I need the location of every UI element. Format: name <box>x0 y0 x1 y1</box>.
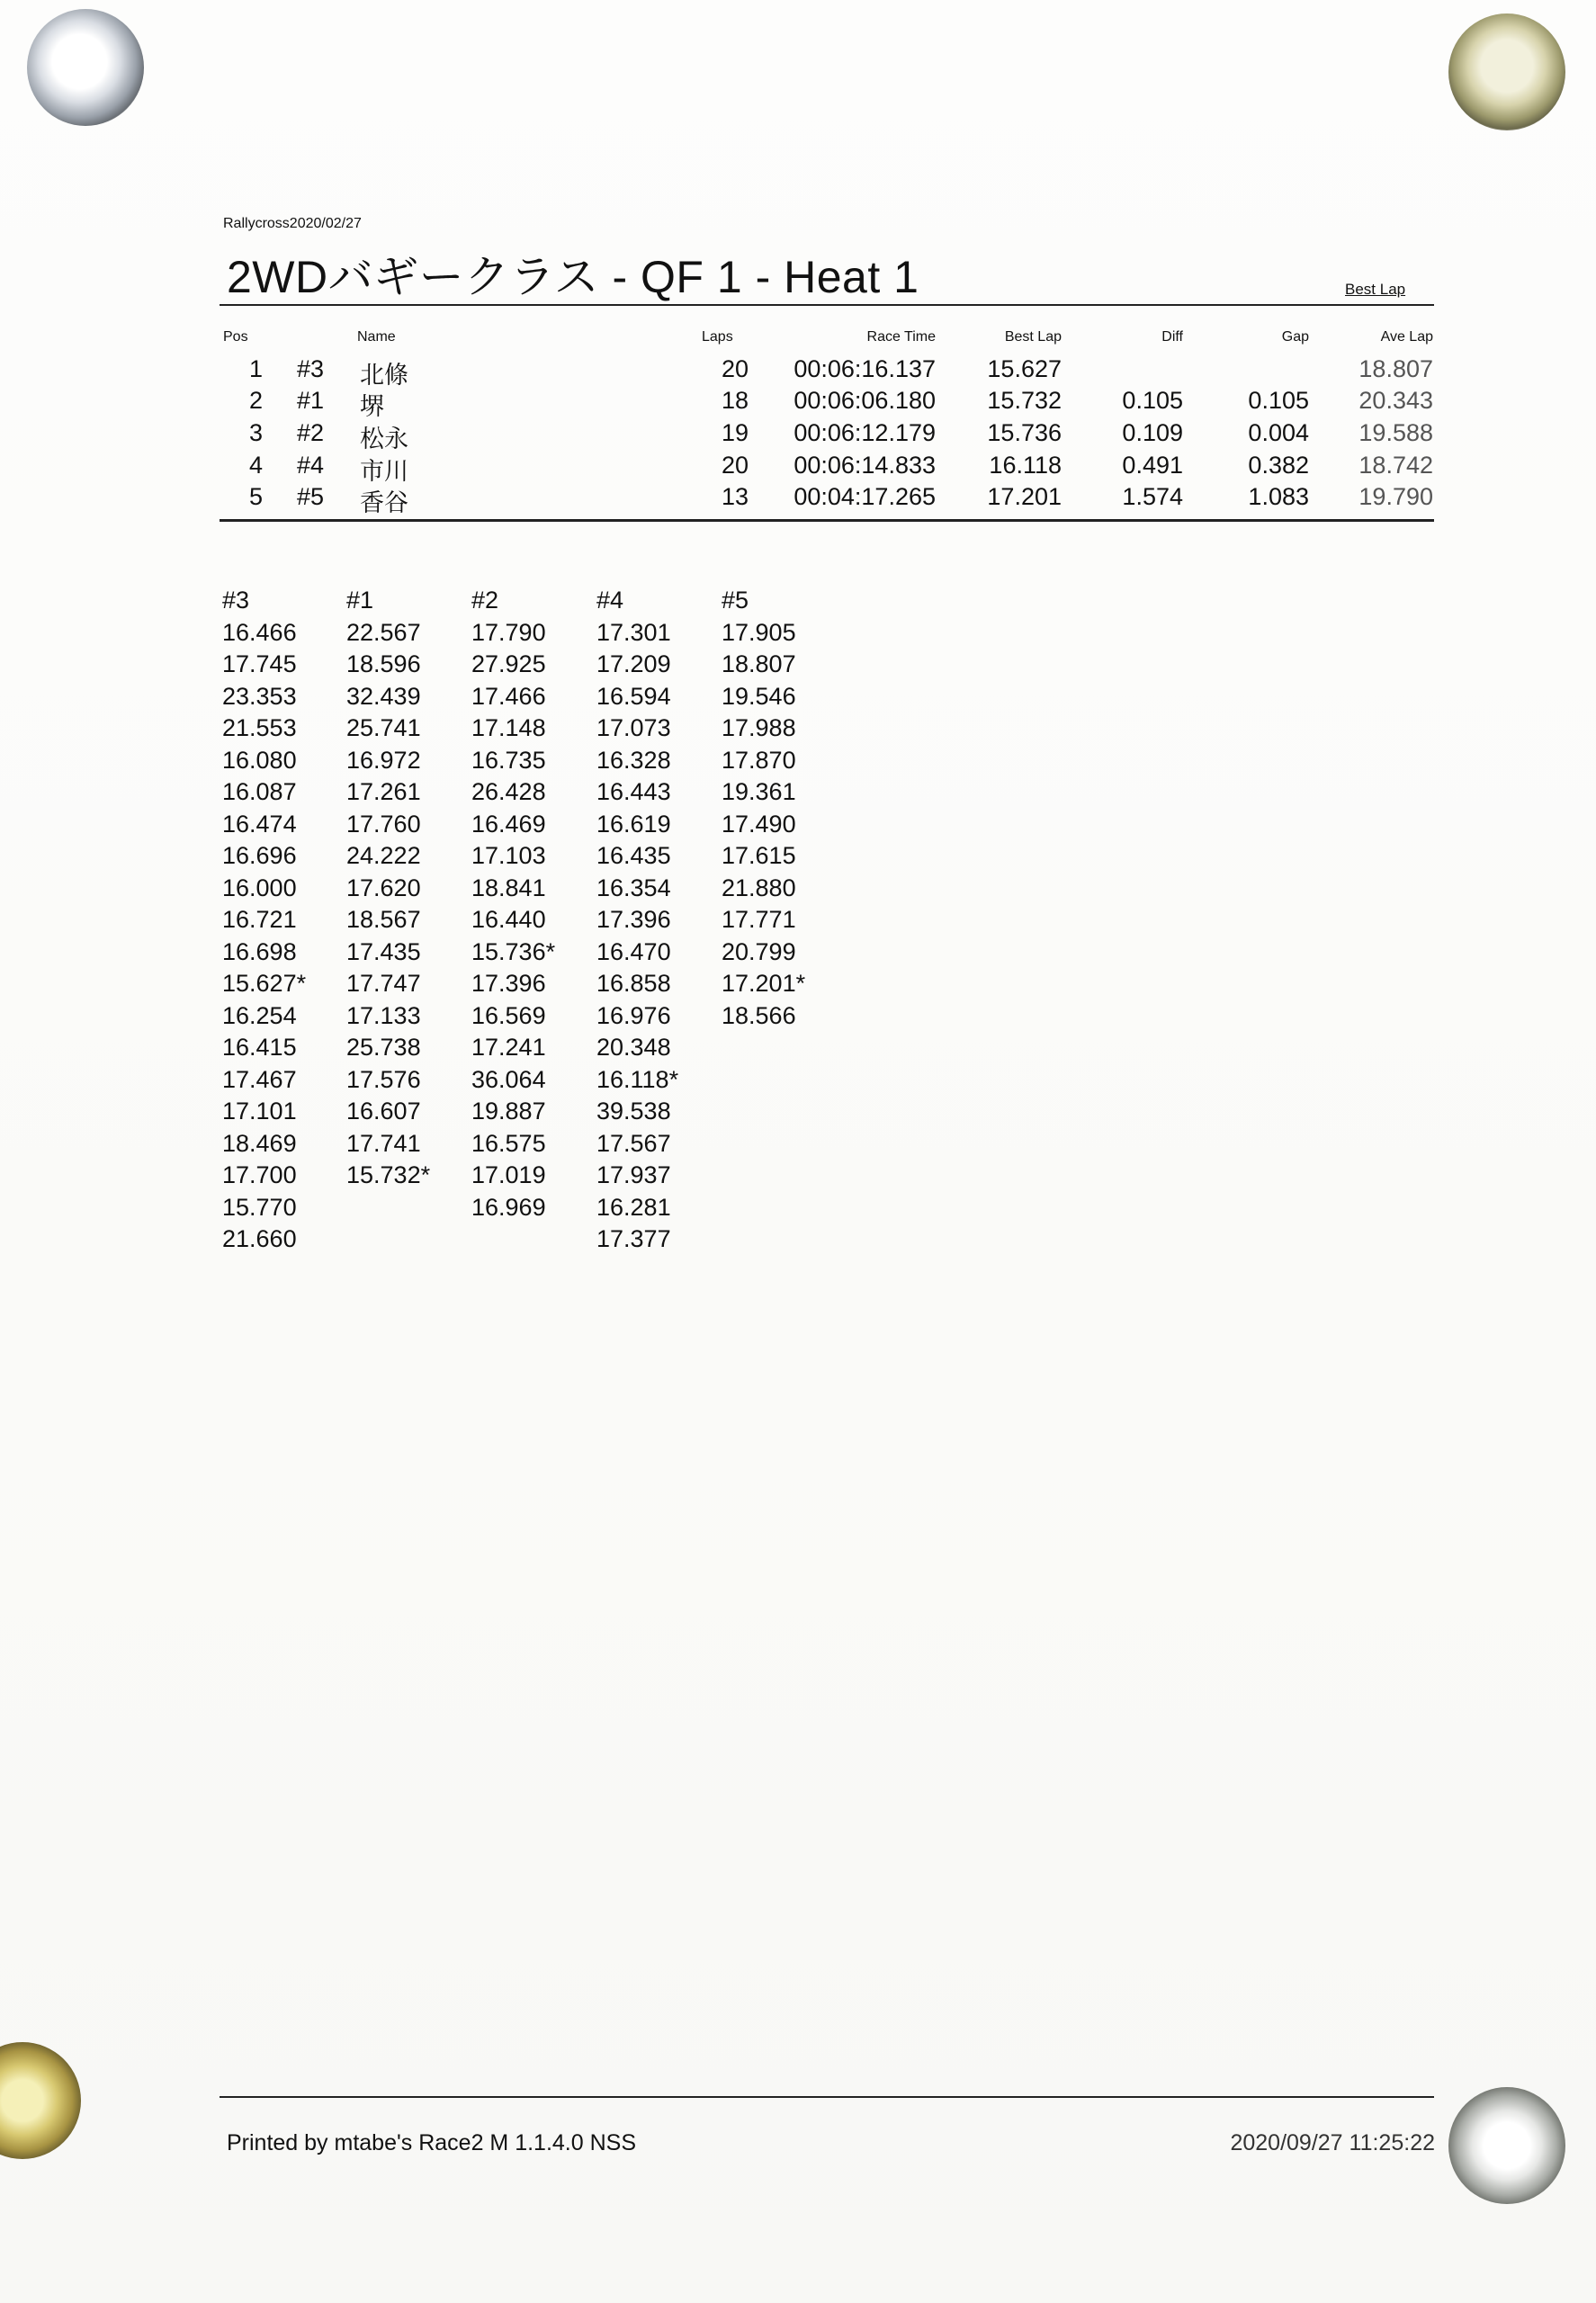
cell-laps: 20 <box>721 355 749 382</box>
cell-driver-name: 市川 <box>360 458 408 485</box>
lap-time: 16.619 <box>596 810 671 838</box>
lap-column-car-3 <box>222 585 306 1256</box>
col-header-best-lap: Best Lap <box>1004 329 1062 345</box>
lap-time: 17.905 <box>722 618 796 646</box>
cell-diff: 0.105 <box>1122 387 1183 414</box>
lap-column-car-5 <box>722 585 805 1032</box>
cell-pos: 5 <box>248 483 263 510</box>
lap-time: 18.807 <box>722 650 796 677</box>
cell-driver-name: 松永 <box>360 426 408 453</box>
col-header-name: Name <box>357 329 396 345</box>
lap-time: 26.428 <box>471 778 546 805</box>
col-header-gap: Gap <box>1281 329 1309 345</box>
cell-race-time: 00:06:14.833 <box>794 452 936 479</box>
lap-time: 16.087 <box>222 778 297 805</box>
lap-time: 16.721 <box>222 906 297 933</box>
lap-time: 18.566 <box>722 1001 796 1029</box>
col-header-laps: Laps <box>702 329 733 345</box>
table-row <box>0 483 1596 514</box>
lap-time: 25.738 <box>346 1034 421 1061</box>
lap-time: 16.575 <box>471 1129 546 1157</box>
divider <box>220 519 1434 522</box>
cell-race-time: 00:04:17.265 <box>794 483 936 510</box>
event-label: Rallycross2020/02/27 <box>223 216 362 231</box>
cell-ave-lap: 19.588 <box>1358 419 1433 446</box>
cell-best-lap: 15.732 <box>987 387 1062 414</box>
lap-column-header: #4 <box>596 587 624 614</box>
lap-time: 18.567 <box>346 906 421 933</box>
lap-time: 17.377 <box>596 1225 671 1252</box>
col-header-pos: Pos <box>223 329 248 345</box>
lap-time: 17.700 <box>222 1161 297 1188</box>
lap-time: 32.439 <box>346 682 421 710</box>
lap-time: 18.469 <box>222 1129 297 1157</box>
cell-driver-name: 堺 <box>360 393 384 420</box>
lap-time: 17.745 <box>222 650 297 677</box>
lap-time: 20.348 <box>596 1034 671 1061</box>
table-row <box>0 452 1596 485</box>
lap-time: 16.969 <box>471 1193 546 1221</box>
lap-time: 16.254 <box>222 1001 297 1029</box>
lap-time: 16.440 <box>471 906 546 933</box>
cell-best-lap: 16.118 <box>989 452 1062 479</box>
lap-time: 39.538 <box>596 1098 671 1125</box>
cell-best-lap: 15.627 <box>987 355 1062 382</box>
lap-time: 17.741 <box>346 1129 421 1157</box>
cell-diff: 0.109 <box>1122 419 1183 446</box>
lap-time: 15.770 <box>222 1193 297 1221</box>
lap-column-header: #3 <box>222 587 250 614</box>
lap-time: 17.870 <box>722 746 796 774</box>
cell-laps: 20 <box>721 452 749 479</box>
lap-time: 21.553 <box>222 714 297 741</box>
lap-time: 17.490 <box>722 810 796 838</box>
lap-time: 17.760 <box>346 810 421 838</box>
cell-driver-name: 北條 <box>360 362 408 389</box>
cell-pos: 3 <box>248 419 263 446</box>
lap-time: 17.747 <box>346 970 421 997</box>
lap-time: 17.790 <box>471 618 546 646</box>
cell-diff: 0.491 <box>1122 452 1183 479</box>
col-header-diff: Diff <box>1161 329 1183 345</box>
cell-gap: 0.004 <box>1248 419 1309 446</box>
lap-time: 17.467 <box>222 1065 297 1093</box>
lap-time: 19.887 <box>471 1098 546 1125</box>
lap-time: 16.118* <box>596 1065 679 1093</box>
cell-laps: 19 <box>721 419 749 446</box>
lap-time: 22.567 <box>346 618 421 646</box>
lap-time: 15.732* <box>346 1161 431 1188</box>
lap-time: 16.469 <box>471 810 546 838</box>
lap-time: 18.596 <box>346 650 421 677</box>
cell-car-number: #3 <box>297 355 325 382</box>
cell-gap: 0.105 <box>1248 387 1309 414</box>
lap-time: 17.466 <box>471 682 546 710</box>
push-pin-icon <box>0 2042 81 2159</box>
lap-time: 16.415 <box>222 1034 297 1061</box>
lap-time: 19.361 <box>722 778 796 805</box>
lap-time: 16.972 <box>346 746 421 774</box>
lap-time: 16.858 <box>596 970 671 997</box>
lap-time: 16.976 <box>596 1001 671 1029</box>
lap-time: 17.567 <box>596 1129 671 1157</box>
table-row <box>0 419 1596 453</box>
cell-laps: 13 <box>721 483 749 510</box>
cell-car-number: #4 <box>297 452 325 479</box>
cell-ave-lap: 18.807 <box>1358 355 1433 382</box>
best-lap-caption: Best Lap <box>1345 281 1406 298</box>
lap-time: 17.201* <box>722 970 806 997</box>
lap-time: 16.281 <box>596 1193 671 1221</box>
cell-car-number: #2 <box>297 419 325 446</box>
cell-car-number: #5 <box>297 483 325 510</box>
cell-race-time: 00:06:12.179 <box>794 419 936 446</box>
col-header-race-time: Race Time <box>866 329 936 345</box>
cell-driver-name: 香谷 <box>360 489 408 516</box>
lap-column-car-1 <box>346 585 430 1192</box>
push-pin-icon <box>1448 2087 1565 2204</box>
col-header-ave-lap: Ave Lap <box>1380 329 1433 345</box>
lap-time: 16.080 <box>222 746 297 774</box>
cell-ave-lap: 18.742 <box>1358 452 1433 479</box>
cell-ave-lap: 20.343 <box>1358 387 1433 414</box>
lap-time: 16.328 <box>596 746 671 774</box>
lap-time: 17.261 <box>346 778 421 805</box>
lap-time: 17.073 <box>596 714 671 741</box>
lap-time: 17.209 <box>596 650 671 677</box>
cell-race-time: 00:06:16.137 <box>794 355 936 382</box>
page-title: 2WDバギークラス - QF 1 - Heat 1 <box>227 252 919 302</box>
cell-ave-lap: 19.790 <box>1358 483 1433 510</box>
cell-gap: 1.083 <box>1248 483 1309 510</box>
cell-laps: 18 <box>721 387 749 414</box>
cell-best-lap: 17.201 <box>987 483 1062 510</box>
lap-time: 16.569 <box>471 1001 546 1029</box>
lap-time: 17.435 <box>346 937 421 965</box>
cell-pos: 4 <box>248 452 263 479</box>
lap-time: 16.696 <box>222 842 297 869</box>
lap-time: 16.354 <box>596 874 671 901</box>
cell-car-number: #1 <box>297 387 325 414</box>
lap-time: 16.000 <box>222 874 297 901</box>
lap-time: 16.698 <box>222 937 297 965</box>
cell-best-lap: 15.736 <box>987 419 1062 446</box>
lap-time: 21.880 <box>722 874 796 901</box>
lap-time: 24.222 <box>346 842 421 869</box>
lap-time: 16.466 <box>222 618 297 646</box>
lap-time: 17.620 <box>346 874 421 901</box>
lap-time: 17.101 <box>222 1098 297 1125</box>
lap-time: 21.660 <box>222 1225 297 1252</box>
lap-time: 16.474 <box>222 810 297 838</box>
push-pin-icon <box>1448 13 1565 130</box>
lap-time: 17.019 <box>471 1161 546 1188</box>
lap-time: 17.396 <box>596 906 671 933</box>
lap-time: 17.937 <box>596 1161 671 1188</box>
lap-time: 20.799 <box>722 937 796 965</box>
lap-time: 17.133 <box>346 1001 421 1029</box>
lap-time: 15.627* <box>222 970 307 997</box>
lap-time: 17.771 <box>722 906 796 933</box>
printed-timestamp: 2020/09/27 11:25:22 <box>1230 2130 1435 2155</box>
lap-time: 17.396 <box>471 970 546 997</box>
cell-pos: 2 <box>248 387 263 414</box>
lap-time: 23.353 <box>222 682 297 710</box>
printed-by: Printed by mtabe's Race2 M 1.1.4.0 NSS <box>227 2130 636 2155</box>
cell-diff: 1.574 <box>1122 483 1183 510</box>
divider <box>220 2096 1434 2098</box>
divider <box>220 304 1434 306</box>
lap-time: 19.546 <box>722 682 796 710</box>
cell-gap: 0.382 <box>1248 452 1309 479</box>
lap-time: 16.735 <box>471 746 546 774</box>
lap-time: 16.594 <box>596 682 671 710</box>
lap-time: 17.615 <box>722 842 796 869</box>
lap-time: 17.241 <box>471 1034 546 1061</box>
lap-column-header: #1 <box>346 587 374 614</box>
lap-time: 17.301 <box>596 618 671 646</box>
lap-time: 17.103 <box>471 842 546 869</box>
cell-pos: 1 <box>248 355 263 382</box>
lap-time: 27.925 <box>471 650 546 677</box>
lap-time: 16.607 <box>346 1098 421 1125</box>
table-row <box>0 355 1596 389</box>
lap-time: 16.470 <box>596 937 671 965</box>
lap-column-header: #5 <box>722 587 749 614</box>
push-pin-icon <box>27 9 144 126</box>
lap-time: 25.741 <box>346 714 421 741</box>
lap-column-header: #2 <box>471 587 499 614</box>
cell-race-time: 00:06:06.180 <box>794 387 936 414</box>
lap-time: 16.443 <box>596 778 671 805</box>
table-row <box>0 387 1596 420</box>
lap-time: 15.736* <box>471 937 556 965</box>
lap-time: 17.148 <box>471 714 546 741</box>
lap-time: 16.435 <box>596 842 671 869</box>
lap-time: 36.064 <box>471 1065 546 1093</box>
lap-column-car-2 <box>471 585 555 1223</box>
lap-time: 18.841 <box>471 874 546 901</box>
lap-column-car-4 <box>596 585 678 1256</box>
lap-time: 17.576 <box>346 1065 421 1093</box>
lap-time: 17.988 <box>722 714 796 741</box>
